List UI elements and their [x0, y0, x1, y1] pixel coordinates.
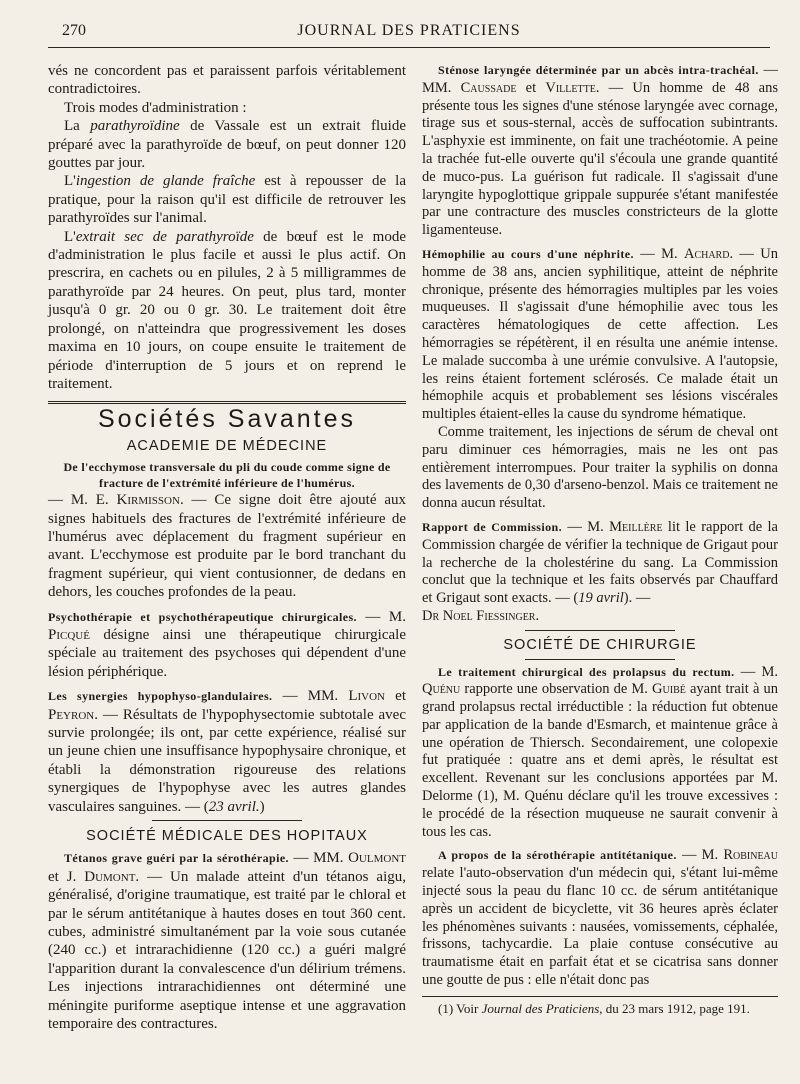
paragraph: L'extrait sec de parathyroïde de bœuf est le mode d'administration le plus facile et aussi le plus actif. On prescrira, en cachets ou en pilules, 2 à 5 milligrammes de parathyroïde par 24 heures. On peut, plus tard, monter jusqu'à 0 gr. 20 ou 0 gr. 30. Le traitement doit être prolongé, on n'atteindra que progressivement les doses maxima en 10 jours, on coupe ensuite le traitement de période d'interruption de 5 jours et on reprend le traitement.: [48, 228, 406, 392]
paragraph: L'ingestion de glande fraîche est à repousser de la pratique, pour la raison qu'il est difficile de retrouver les parathyroïdes sur l'animal.: [48, 173, 406, 227]
page-header: [48, 22, 770, 46]
paragraph: Rapport de Commission. — M. Meillère lit le rapport de la Commission chargée de vérifier la technique de Grigaut pour la recherche de la cholestérine du sang. La Commission conclut que la technique et les faits observés par Chauffard et Grigaut sont exacts. — (19 avril). —: [422, 518, 778, 607]
hopitaux-title: SOCIÉTÉ MÉDICALE DES HOPITAUX: [86, 828, 368, 845]
paragraph: Hémophilie au cours d'une néphrite. — M. Achard. — Un homme de 38 ans, ancien syphilitique, atteint de néphrite chronique, présente des hémorragies multiples par les voies muqueuses. Il s'agissait d'une hémophilie avec tous les caractères hématologiques de cette affection. Les hémorragies se répétèrent, il en résulta une anémie intense. Le malade succomba à une urémie convulsive. A l'autopsie, les reins étaient fortement sclérosés. Ce malade était un hémophile acquis et probablement ses lésions viscérales multiples étaient-elles la cause du syndrome hématique.: [422, 245, 778, 423]
right-column: [422, 62, 778, 1018]
paragraph: Trois modes d'administration :: [64, 99, 247, 116]
footnote: (1) Voir Journal des Praticiens, du 23 mars 1912, page 191.: [438, 1000, 750, 1016]
left-column: [48, 62, 406, 1034]
academie-subtitle: De l'ecchymose transversale du pli du coude comme signe de fracture de l'extrémité inférieure de l'humérus.: [63, 460, 391, 491]
paragraph: Comme traitement, les injections de sérum de cheval ont paru diminuer ces hémorragies, mais ne les ont pas entièrement interrompues. Pour traiter la syphilis on donna des lavements de 0,30 d'arseno-benzol. Mais ce traitement ne donna aucun résultat.: [422, 423, 778, 512]
paragraph: Psychothérapie et psychothérapeutique chirurgicales. — M. Picqué désigne ainsi une thérapeutique chirurgicale spéciale au traitement des psychoses qui dépendent d'une lésion périphérique.: [48, 608, 406, 680]
divider: [525, 659, 675, 660]
footnote-rule: [422, 996, 778, 997]
paragraph: Tétanos grave guéri par la sérothérapie. — MM. Oulmont et J. Dumont. — Un malade atteint d'un tétanos aigu, généralisé, d'origine traumatique, est traité par le chloral et par le sérum antitétanique à hautes doses en tout 360 cent. cubes, administré simultanément par la voie sous cutanée (240 cc.) et intrarachidienne (120 cc.) a guéri malgré l'apparition durant la convalescence d'un délirium trémens. Les injections intrarachidiennes ont déterminé une méningite puriforme aseptique intense et une aggravation temporaire des contractures.: [48, 850, 406, 1033]
page-number: 270: [62, 22, 86, 39]
paragraph: La parathyroïdine de Vassale est un extrait fluide préparé avec la parathyroïde de bœuf, on peut donner 120 gouttes par jour.: [48, 118, 406, 172]
section-divider: [48, 401, 406, 404]
header-rule: [48, 47, 770, 48]
chirurgie-title: SOCIÉTÉ DE CHIRURGIE: [503, 636, 697, 653]
paragraph: A propos de la sérothérapie antitétanique. — M. Robineau relate l'auto-observation d'un médecin qui, s'étant lui-même injecté sous la peau du flanc 10 cc. de sérum antitétanique après un accident de bicyclette, vit 36 heures après éclater les phénomènes suivants : nausées, vomissements, céphalée, frissons, tachycardie. La plaie contuse consécutive au traumatisme était en parfait état et se cicatrisa sans donner une goutte de pus : elle n'était donc pas: [422, 847, 778, 989]
signature: Dr Noel Fiessinger.: [422, 607, 540, 624]
paragraph: Les synergies hypophyso-glandulaires. — MM. Livon et Peyron. — Résultats de l'hypophysectomie subtotale avec survie prolongée; ils ont, par cette expérience, réalisé sur un jeune chien une insuffisance hypophysaire chronique, et établi la démonstration rigoureuse des relations synergiques de l'hypophyse avec les autres glandes vasculaires sanguines. — (23 avril.): [48, 688, 406, 815]
divider: [525, 630, 675, 631]
paragraph: Le traitement chirurgical des prolapsus du rectum. — M. Quénu rapporte une observation de M. Guibé ayant trait à un grand prolapsus rectal irréductible : la réduction fut obtenue par application de la bande d'Esmarch, et maintenue grâce à une opération de Thiersch. Secondairement, une colopexie fut pratiquée : quatre ans et demi après, le résultat est excellent. Revenant sur les conclusions apportées par M. Delorme (1), M. Quénu déclare qu'il les trouve excessives : le procédé de la résection muqueuse ne saurait convenir à tous les cas.: [422, 663, 779, 840]
journal-title: JOURNAL DES PRATICIENS: [297, 22, 521, 39]
paragraph: Sténose laryngée déterminée par un abcès intra-trachéal. — MM. Caussade et Villette. — Un homme de 48 ans présente tous les signes d'une sténose laryngée avec cornage, tirage sus et sous-sternal, accès de suffocation subintrants. L'asphyxie est imminente, on fait une trachéotomie. A peine la trachée fut-elle ouverte qu'il s'écoula une grande quantité de muco-pus. La guérison fut radicale. Il s'agissait d'une laryngite hypoglottique grippale suppurée s'étant manifestée par une contracture des muscles constricteurs de la glotte ligamenteuse.: [422, 62, 778, 239]
paragraph: — M. E. Kirmisson. — Ce signe doit être ajouté aux signes habituels des fractures de l'extrémité inférieure de l'humérus avec déplacement du fragment supérieur en avant. L'ecchymose est produite par le bord tranchant du fragment supérieur, qui vient contusionner, de dedans en dehors, les couches profondes de la peau.: [48, 492, 407, 601]
academie-title: ACADEMIE DE MÉDECINE: [126, 437, 328, 454]
main-section-title: Sociétés Savantes: [97, 405, 357, 434]
divider: [152, 820, 302, 821]
paragraph: vés ne concordent pas et paraissent parfois véritablement contradictoires.: [48, 63, 406, 98]
